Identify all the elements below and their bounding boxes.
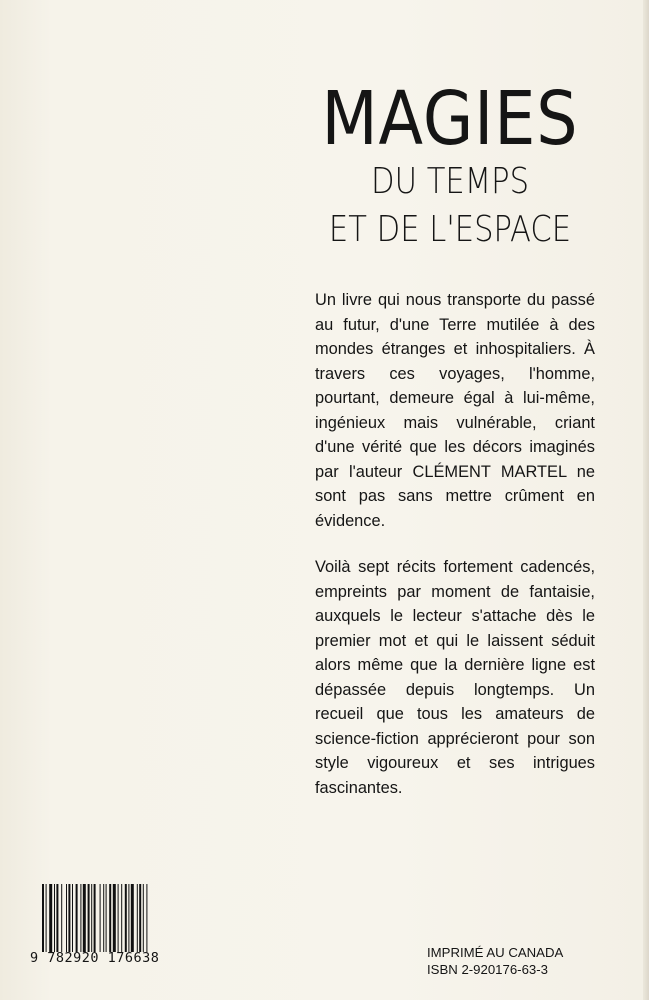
printed-in-text: IMPRIMÉ AU CANADA (427, 945, 564, 960)
blurb-text (315, 288, 595, 822)
title-line-3: ET DE L'ESPACE (328, 209, 572, 250)
title-line-1: MAGIES (321, 76, 579, 162)
barcode-digits: 9 782920 176638 (30, 950, 160, 966)
imprint (427, 944, 627, 978)
blurb-paragraph-1: Un livre qui nous transporte du passé au futur, d'une Terre mutilée à des mondes étranges et inhospitaliers. À travers ces voyages, l'homme, pourtant, demeure égal à lui-même, ingénieux mais vulnérable, criant d'une vérité que les décors imaginés par l'auteur CLÉMENT MARTEL ne sont pas sans mettre crûment en évidence. (315, 291, 595, 530)
barcode-icon (42, 884, 182, 952)
blurb-paragraph-2: Voilà sept récits fortement cadencés, empreints par moment de fantaisie, auxquels le lecteur s'attache dès le premier mot et qui le laissent séduit alors même que la dernière ligne est dépassée depuis longtemps. Un recueil que tous les amateurs de science-fiction apprécieront pour son style vigoureux et ses intrigues fascinantes. (315, 558, 595, 797)
isbn-text: ISBN 2-920176-63-3 (427, 962, 548, 977)
book-title (300, 76, 600, 250)
cover-edge (643, 0, 649, 1000)
title-line-2: DU TEMPS (371, 161, 529, 202)
